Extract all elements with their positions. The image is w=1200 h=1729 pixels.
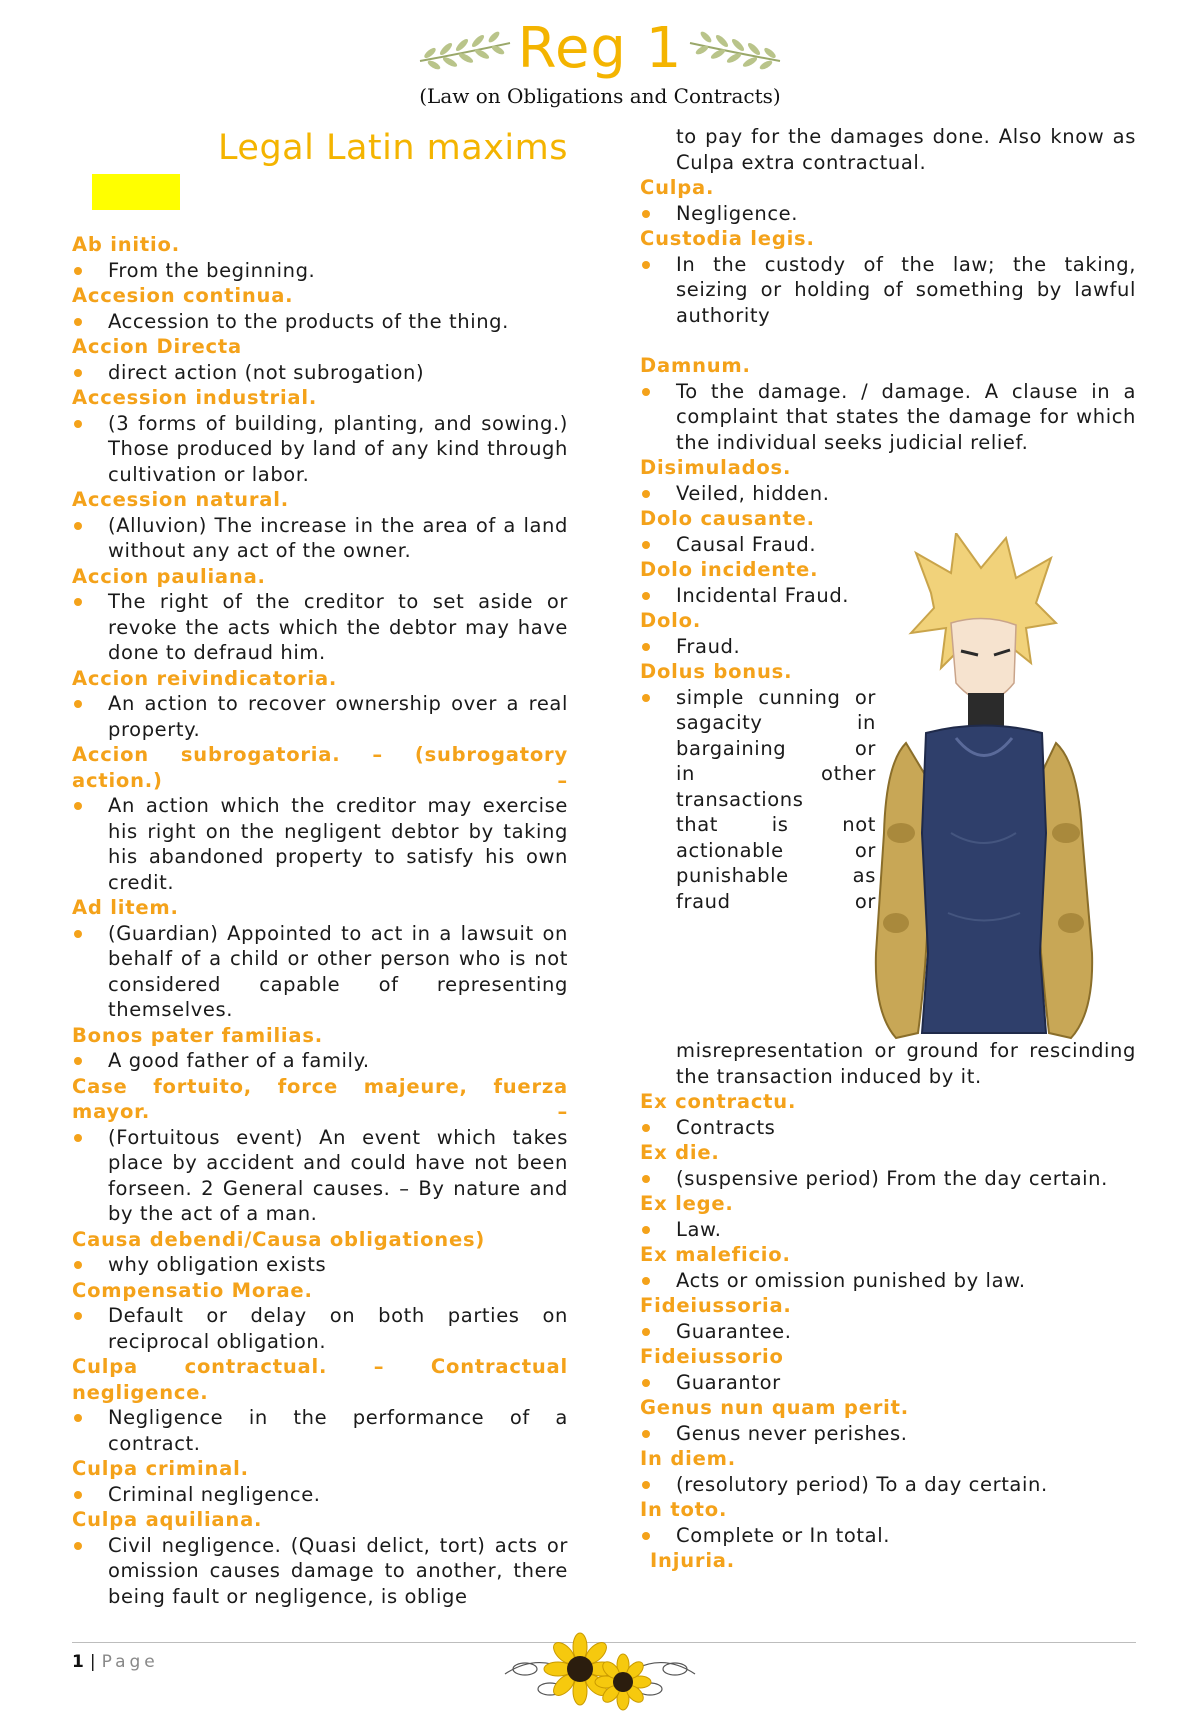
term-heading: Custodia legis. <box>640 227 815 250</box>
term-definition <box>640 685 876 915</box>
term-heading: Causa debendi/Causa obligationes) <box>72 1227 486 1251</box>
term-heading: Compensatio Morae. <box>72 1278 313 1302</box>
laurel-right-icon <box>688 27 784 71</box>
page-number-value: 1 <box>72 1652 84 1672</box>
definition-continuation: misrepresentation or ground for rescinding the transaction induced by it. <box>676 1039 1136 1088</box>
term-heading: Culpa aquiliana. <box>72 1508 263 1531</box>
term-definition: why obligation exists <box>72 1252 568 1278</box>
term-heading: Accion pauliana. <box>72 564 266 588</box>
document-subtitle: (Law on Obligations and Contracts) <box>419 84 781 108</box>
page-number <box>72 1652 159 1672</box>
term-definition: Causal Fraud. <box>640 532 1136 558</box>
left-column <box>72 124 568 1609</box>
term-heading: Bonos pater familias. <box>72 1023 323 1047</box>
term-heading: Dolo causante. <box>640 507 815 530</box>
term-definition: The right of the creditor to set aside or revoke the acts which the debtor may have done to defraud him. <box>72 589 568 666</box>
definition-line: punishable as <box>676 864 876 887</box>
laurel-left-icon <box>416 27 512 71</box>
term-definition: Default or delay on both parties on reciprocal obligation. <box>72 1303 568 1354</box>
term-definition: Accession to the products of the thing. <box>72 309 568 335</box>
definition-line: simple cunning or <box>676 685 876 709</box>
term-heading: Fideiussoria. <box>640 1294 792 1317</box>
definition-line: fraud or <box>676 889 876 913</box>
document-title: Reg 1 <box>517 16 683 81</box>
term-definition: Law. <box>640 1217 1136 1243</box>
definition-line: in other <box>676 762 876 785</box>
term-heading: Dolo. <box>640 609 702 632</box>
term-definition: direct action (not subrogation) <box>72 360 568 386</box>
term-heading: In diem. <box>640 1447 736 1470</box>
term-heading: Fideiussorio <box>640 1345 784 1368</box>
term-definition: Negligence. <box>640 201 1136 227</box>
definition-line: that is not <box>676 813 876 836</box>
term-definition: (resolutory period) To a day certain. <box>640 1472 1136 1498</box>
definition-line: actionable or <box>676 838 876 862</box>
term-heading: Dolo incidente. <box>640 558 819 581</box>
character-illustration <box>856 533 1106 1049</box>
term-heading: Ex die. <box>640 1141 720 1164</box>
term-heading: Accion Directa <box>72 335 242 358</box>
term-definition: (Fortuitous event) An event which takes place by accident and could have not been forseen. 2 General causes. – By nature and by the act of a man. <box>72 1125 568 1227</box>
term-heading: Accession natural. <box>72 488 289 511</box>
term-definition: Fraud. <box>640 634 1136 660</box>
term-heading: Case fortuito, force majeure, fuerza mayor. – <box>72 1074 568 1123</box>
term-heading: Genus nun quam perit. <box>640 1396 909 1419</box>
term-heading: Culpa contractual. – Contractual negligence. <box>72 1355 568 1404</box>
term-heading: Culpa criminal. <box>72 1457 249 1480</box>
term-definition: A good father of a family. <box>72 1048 568 1074</box>
term-definition: Criminal negligence. <box>72 1482 568 1508</box>
term-definition: Genus never perishes. <box>640 1421 1136 1447</box>
term-definition: Contracts <box>640 1115 1136 1141</box>
section-title: Legal Latin maxims <box>218 128 568 168</box>
term-definition: (Guardian) Appointed to act in a lawsuit on behalf of a child or other person who is not considered capable of representing themselves. <box>72 921 568 1023</box>
sunflower-icon <box>495 1614 705 1722</box>
definition-line: bargaining or <box>676 736 876 760</box>
definition-line: sagacity in <box>676 711 876 734</box>
term-heading: Damnum. <box>640 354 751 377</box>
page-header <box>0 16 1200 108</box>
term-heading: In toto. <box>640 1498 728 1521</box>
term-definition: (3 forms of building, planting, and sowing.) Those produced by land of any kind through cultivation or labor. <box>72 411 568 488</box>
term-definition: Incidental Fraud. <box>640 583 1136 609</box>
term-definition: Acts or omission punished by law. <box>640 1268 1136 1294</box>
term-definition: Guarantor <box>640 1370 1136 1396</box>
term-definition: An action which the creditor may exercise his right on the negligent debtor by taking his abandoned property to satisfy his own credit. <box>72 793 568 895</box>
term-heading: Ex lege. <box>640 1192 734 1215</box>
term-heading: Disimulados. <box>640 456 792 479</box>
term-heading: Ex maleficio. <box>640 1243 791 1266</box>
term-definition: Complete or In total. <box>640 1523 1136 1549</box>
highlight-box <box>92 174 180 210</box>
term-definition: An action to recover ownership over a real property. <box>72 691 568 742</box>
term-definition: Guarantee. <box>640 1319 1136 1345</box>
title-row <box>0 16 1200 82</box>
term-heading: Accion subrogatoria. – (subrogatory action.) – <box>72 743 568 792</box>
term-definition: (Alluvion) The increase in the area of a land without any act of the owner. <box>72 513 568 564</box>
term-definition: Civil negligence. (Quasi delict, tort) acts or omission causes damage to another, there being fault or negligence, is oblige <box>72 1533 568 1610</box>
term-definition: To the damage. / damage. A clause in a complaint that states the damage for which the individual seeks judicial relief. <box>640 379 1136 456</box>
term-heading: Culpa. <box>640 176 715 199</box>
term-heading: Dolus bonus. <box>640 660 793 683</box>
term-definition: Veiled, hidden. <box>640 481 1136 507</box>
term-heading: Ex contractu. <box>640 1090 797 1113</box>
term-heading: Accession industrial. <box>72 386 318 409</box>
term-definition: (suspensive period) From the day certain. <box>640 1166 1136 1192</box>
definition-continuation: to pay for the damages done. Also know as Culpa extra contractual. <box>676 125 1136 174</box>
term-heading: Accion reivindicatoria. <box>72 666 338 690</box>
page-label: Page <box>101 1652 159 1672</box>
term-definition: In the custody of the law; the taking, seizing or holding of something by lawful authority <box>640 252 1136 329</box>
term-heading: Ad litem. <box>72 896 179 919</box>
term-definition: Negligence in the performance of a contract. <box>72 1405 568 1456</box>
page-separator: | <box>89 1652 96 1672</box>
definition-line: transactions <box>676 787 804 811</box>
term-heading: Accesion continua. <box>72 284 294 307</box>
term-heading: Ab initio. <box>72 233 180 256</box>
term-definition: From the beginning. <box>72 258 568 284</box>
term-heading: Injuria. <box>650 1549 735 1572</box>
